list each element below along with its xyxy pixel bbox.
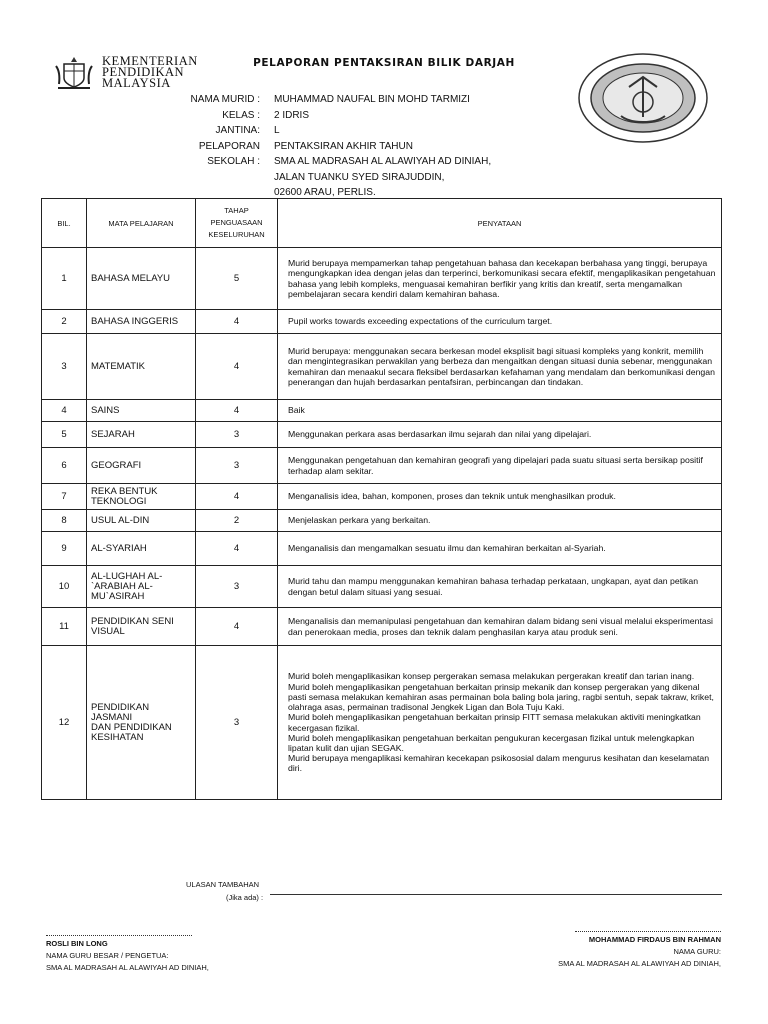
header-statement: PENYATAAN [278, 199, 722, 248]
row-number: 5 [42, 422, 87, 448]
table-header-row [42, 199, 722, 248]
mastery-level: 2 [196, 510, 278, 532]
report-type: PENTAKSIRAN AKHIR TAHUN [274, 140, 413, 152]
mastery-level: 3 [196, 422, 278, 448]
subject-name: BAHASA INGGERIS [87, 310, 196, 334]
subject-name: SEJARAH [87, 422, 196, 448]
row-number: 3 [42, 334, 87, 400]
statement-text: Menggunakan perkara asas berdasarkan ilmu sejarah dan nilai yang dipelajari. [278, 422, 722, 448]
statement-text: Pupil works towards exceeding expectations of the curriculum target. [278, 310, 722, 334]
table-row [42, 532, 722, 566]
assessment-table [41, 198, 722, 800]
additional-remarks: ULASAN TAMBAHAN (Jika ada) : [186, 880, 264, 902]
subject-name: REKA BENTUK TEKNOLOGI [87, 484, 196, 510]
statement-text: Menggunakan pengetahuan dan kemahiran geografi yang dipelajari pada suatu situasi serta bersikap positif terhadap alam sekitar. [278, 448, 722, 484]
ministry-name: KEMENTERIAN PENDIDIKAN MALAYSIA [102, 54, 198, 90]
statement-text: Menganalisis dan mengamalkan sesuatu ilmu dan kemahiran berkaitan al-Syariah. [278, 532, 722, 566]
remarks-line [270, 894, 722, 895]
mastery-level: 4 [196, 310, 278, 334]
table-row [42, 566, 722, 608]
row-number: 2 [42, 310, 87, 334]
statement-text: Murid berupaya mempamerkan tahap pengetahuan bahasa dan kecekapan berbahasa yang tinggi, berupaya mengungkapkan idea dengan jelas dan terperinci, berkomunikasi secara efektif, mengaplikasikan pengetahuan bahasa yang lebih kompleks, menguasai kemahiran berfikir yang kritis dan kreatif, serta mengamalkan pembelajaran secara kendiri dalam kemahiran bahasa. [278, 248, 722, 310]
table-row [42, 646, 722, 800]
student-gender: L [274, 125, 280, 136]
school-line-2: JALAN TUANKU SYED SIRAJUDDIN, [274, 171, 445, 183]
row-number: 7 [42, 484, 87, 510]
school-seal-icon [577, 52, 709, 144]
row-number: 1 [42, 248, 87, 310]
row-number: 10 [42, 566, 87, 608]
table-row [42, 484, 722, 510]
statement-text: Murid tahu dan mampu menggunakan kemahiran bahasa terhadap perkataan, ungkapan, ayat dan petikan dengan betul dalam situasi yang sesuai. [278, 566, 722, 608]
row-number: 11 [42, 608, 87, 646]
header-level: TAHAP PENGUASAAN KESELURUHAN [196, 199, 278, 248]
statement-text: Menjelaskan perkara yang berkaitan. [278, 510, 722, 532]
mastery-level: 4 [196, 334, 278, 400]
subject-name: BAHASA MELAYU [87, 248, 196, 310]
subject-name: USUL AL-DIN [87, 510, 196, 532]
mastery-level: 5 [196, 248, 278, 310]
table-row [42, 248, 722, 310]
signature-line [575, 931, 721, 932]
statement-text: Menganalisis idea, bahan, komponen, proses dan teknik untuk menghasilkan produk. [278, 484, 722, 510]
subject-name: AL-SYARIAH [87, 532, 196, 566]
table-row [42, 310, 722, 334]
subject-name: SAINS [87, 400, 196, 422]
mastery-level: 4 [196, 532, 278, 566]
signature-principal: ROSLI BIN LONG NAMA GURU BESAR / PENGETUA: SMA AL MADRASAH AL ALAWIYAH AD DINIAH, [46, 935, 209, 975]
row-number: 8 [42, 510, 87, 532]
subject-name: GEOGRAFI [87, 448, 196, 484]
signature-line [46, 935, 192, 936]
table-row [42, 448, 722, 484]
table-row [42, 608, 722, 646]
mastery-level: 3 [196, 448, 278, 484]
student-class: 2 IDRIS [274, 109, 310, 121]
table-row [42, 334, 722, 400]
table-row [42, 422, 722, 448]
subject-name: MATEMATIK [87, 334, 196, 400]
subject-name: PENDIDIKAN JASMANI DAN PENDIDIKAN KESIHATAN [87, 646, 196, 800]
school-line-3: 02600 ARAU, PERLIS. [274, 187, 376, 198]
statement-text: Baik [278, 400, 722, 422]
header-bil: BIL. [42, 199, 87, 248]
statement-text: Murid berupaya: menggunakan secara berkesan model eksplisit bagi situasi kompleks yang konkrit, memilih dan mengintegrasikan perwakilan yang berbeza dan mengaitkan dengan situasi dunia sebenar, menggunakan kemahiran dan menaakul secara fleksibel berdasarkan kefahaman yang mendalam dan berkomunikasi dengan penerangan dan hujah berdasarkan pentafsiran, perbincangan dan tindakan. [278, 334, 722, 400]
mastery-level: 3 [196, 646, 278, 800]
student-name: MUHAMMAD NAUFAL BIN MOHD TARMIZI [274, 94, 470, 105]
mastery-level: 4 [196, 484, 278, 510]
subject-name: PENDIDIKAN SENI VISUAL [87, 608, 196, 646]
school-line-1: SMA AL MADRASAH AL ALAWIYAH AD DINIAH, [274, 156, 492, 167]
mastery-level: 4 [196, 608, 278, 646]
mastery-level: 4 [196, 400, 278, 422]
row-number: 4 [42, 400, 87, 422]
row-number: 12 [42, 646, 87, 800]
mastery-level: 3 [196, 566, 278, 608]
page-title: PELAPORAN PENTAKSIRAN BILIK DARJAH [253, 57, 515, 69]
table-row [42, 400, 722, 422]
subject-name: AL-LUGHAH AL-`ARABIAH AL-MU`ASIRAH [87, 566, 196, 608]
statement-text: Menganalisis dan memanipulasi pengetahuan dan kemahiran dalam bidang seni visual melalui eksperimentasi dan penerokaan media, proses dan teknik dalam penghasilan karya atau produk seni. [278, 608, 722, 646]
row-number: 9 [42, 532, 87, 566]
header-subject: MATA PELAJARAN [87, 199, 196, 248]
signature-teacher: MOHAMMAD FIRDAUS BIN RAHMAN NAMA GURU: SMA AL MADRASAH AL ALAWIYAH AD DINIAH, [558, 931, 721, 971]
statement-text: Murid boleh mengaplikasikan konsep pergerakan semasa melakukan pergerakan kreatif dan tarian inang. Murid boleh mengaplikasikan pengetahuan berkaitan prinsip mekanik dan konsep pergerakan yang dikenal pasti semasa melakukan kemahiran asas permainan bola baling bola jaring, ragbi sentuh, sepak takraw, kriket, olahraga asas, permainan tradisonal Jengkek Ligan dan Bola Tuju Kaki. Murid boleh mengaplikasikan pengetahuan berkaitan prinsip FITT semasa melakukan aktiviti meningkatkan kecergasan fizikal. Murid boleh mengaplikasikan pengetahuan berkaitan pengukuran kecergasan fizikal untuk melengkapkan lipatan kulit dan ujian SEGAK. Murid berupaya mengaplikasi kemahiran kecekapan psikososial dalam mengurus kesihatan dan keselamatan diri. [278, 646, 722, 800]
row-number: 6 [42, 448, 87, 484]
table-row [42, 510, 722, 532]
